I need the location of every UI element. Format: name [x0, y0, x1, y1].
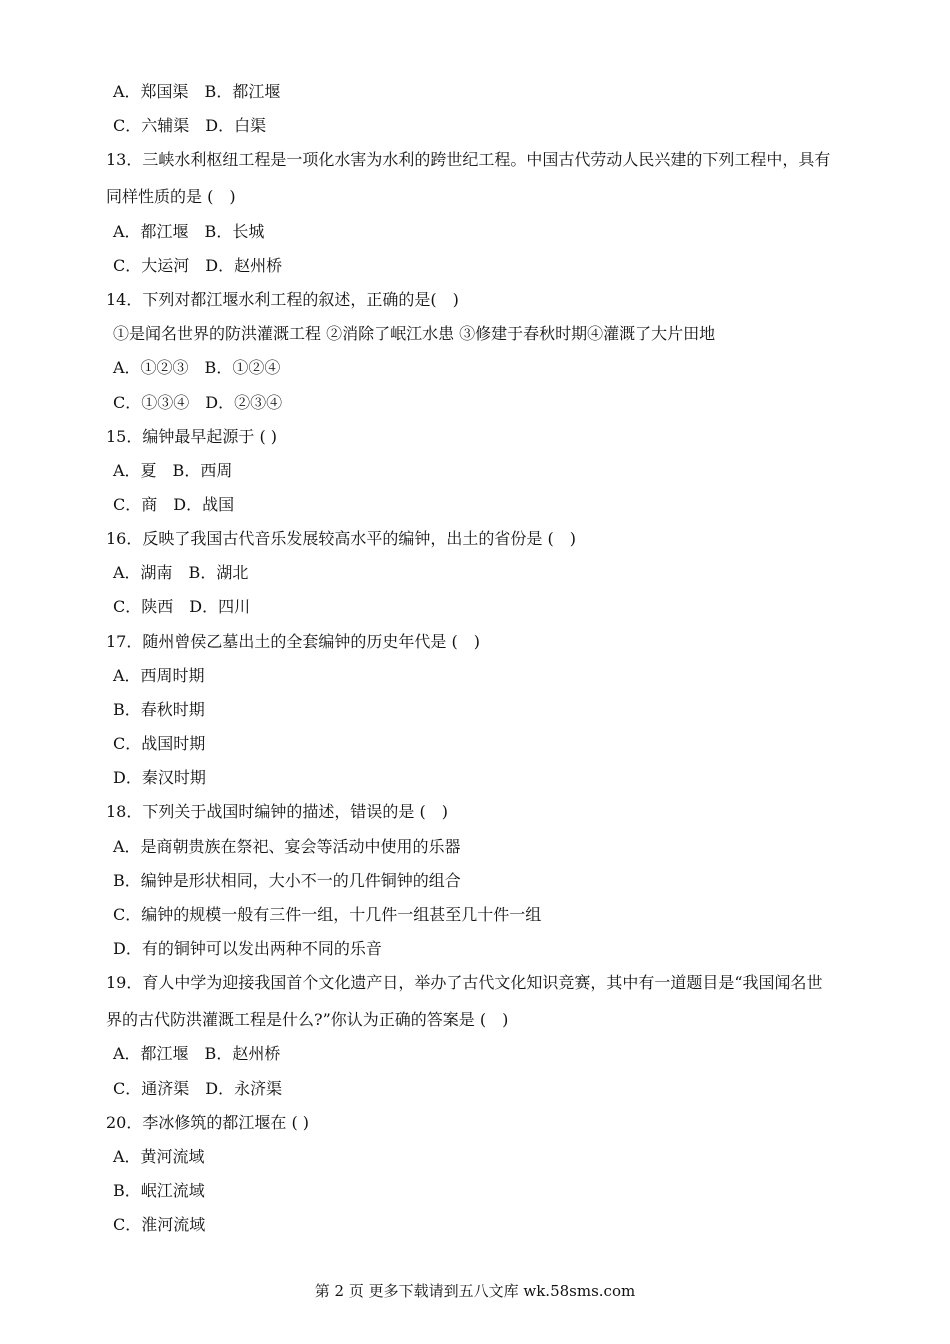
q20-stem: 20．李冰修筑的都江堰在 ( ): [106, 1113, 310, 1132]
q14-options-cd: C．①③④ D．②③④: [113, 393, 283, 412]
q15-stem: 15．编钟最早起源于 ( ): [106, 427, 278, 446]
q16-stem: 16．反映了我国古代音乐发展较高水平的编钟，出土的省份是 ( ): [106, 529, 576, 548]
q18-option-d: D．有的铜钟可以发出两种不同的乐音: [113, 939, 382, 958]
q13-options-cd: C．大运河 D．赵州桥: [113, 256, 283, 275]
page-footer: 第 2 页 更多下载请到五八文库 wk.58sms.com: [314, 1282, 636, 1300]
q19-stem-line1: 19．育人中学为迎接我国首个文化遗产日，举办了古代文化知识竞赛，其中有一道题目是“我国闻名世: [106, 973, 823, 992]
q19-options-ab: A．都江堰 B．赵州桥: [113, 1044, 281, 1063]
q14-options-ab: A．①②③ B．①②④: [113, 358, 281, 377]
q19-stem-line2: 界的古代防洪灌溉工程是什么?”你认为正确的答案是 ( ): [106, 1010, 509, 1029]
q13-stem-line2: 同样性质的是 ( ): [106, 187, 236, 206]
q12-options-ab: A．郑国渠 B．都江堰: [113, 82, 281, 101]
q20-option-c: C．淮河流域: [113, 1215, 206, 1234]
q18-option-b: B．编钟是形状相同，大小不一的几件铜钟的组合: [113, 871, 461, 890]
q18-option-a: A．是商朝贵族在祭祀、宴会等活动中使用的乐器: [113, 837, 461, 856]
q13-stem-line1: 13．三峡水利枢纽工程是一项化水害为水利的跨世纪工程。中国古代劳动人民兴建的下列工程中，具有: [106, 150, 831, 169]
q16-options-ab: A．湖南 B．湖北: [113, 563, 249, 582]
q18-stem: 18．下列关于战国时编钟的描述，错误的是 ( ): [106, 802, 448, 821]
q15-options-cd: C．商 D．战国: [113, 495, 235, 514]
q19-options-cd: C．通济渠 D．永济渠: [113, 1079, 283, 1098]
q17-option-d: D．秦汉时期: [113, 768, 206, 787]
q17-stem: 17．随州曾侯乙墓出土的全套编钟的历史年代是 ( ): [106, 632, 480, 651]
q20-option-b: B．岷江流域: [113, 1181, 205, 1200]
q16-options-cd: C．陕西 D．四川: [113, 597, 251, 616]
q20-option-a: A．黄河流域: [113, 1147, 205, 1166]
q17-option-a: A．西周时期: [113, 666, 205, 685]
q13-options-ab: A．都江堰 B．长城: [113, 222, 265, 241]
q17-option-c: C．战国时期: [113, 734, 206, 753]
q14-statements: ①是闻名世界的防洪灌溉工程 ②消除了岷江水患 ③修建于春秋时期④灌溉了大片田地: [113, 324, 716, 343]
q17-option-b: B．春秋时期: [113, 700, 205, 719]
q18-option-c: C．编钟的规模一般有三件一组，十几件一组甚至几十件一组: [113, 905, 542, 924]
q12-options-cd: C．六辅渠 D．白渠: [113, 116, 267, 135]
q14-stem: 14．下列对都江堰水利工程的叙述，正确的是( ): [106, 290, 459, 309]
q15-options-ab: A．夏 B．西周: [113, 461, 233, 480]
